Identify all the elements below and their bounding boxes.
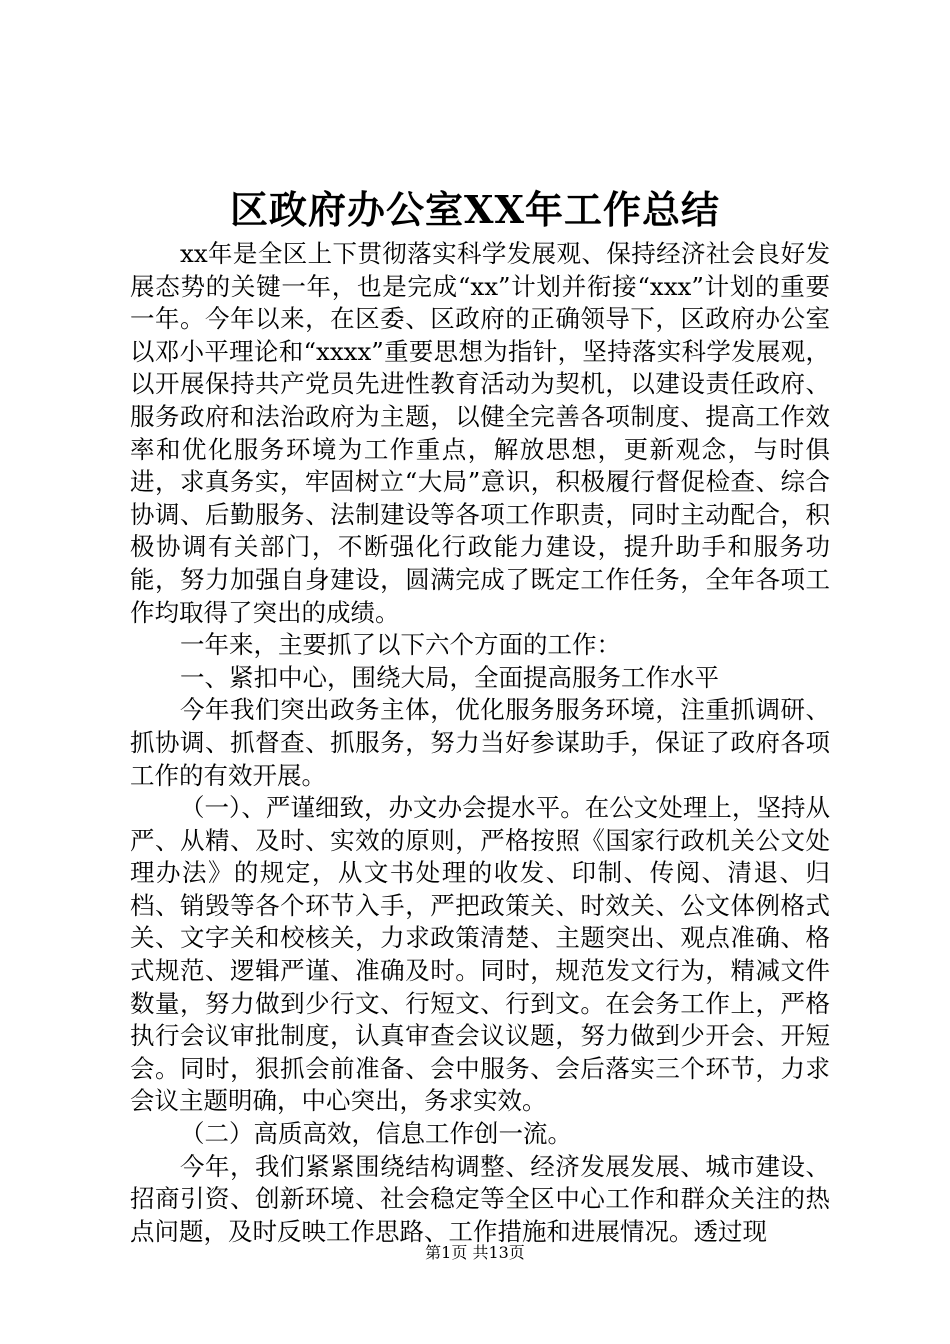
page-footer: 第1页 共13页 xyxy=(425,1243,525,1262)
section-heading: 一、紧扣中心，围绕大局，全面提高服务工作水平 xyxy=(180,662,719,692)
paragraph: 一年来，主要抓了以下六个方面的工作： xyxy=(180,630,621,660)
paragraph: xx年是全区上下贯彻落实科学发展观、保持经济社会良好发展态势的关键一年，也是完成“xx”计划并衔接“xxx”计划的重要一年。今年以来，在区委、区政府的正确领导下，区政府办公室以邓小平理论和“xxxx”重要思想为指针，坚持落实科学发展观，以开展保持共产党员先进性教育活动为契机，以建设责任政府、服务政府和法治政府为主题，以健全完善各项制度、提高工作效率和优化服务环境为工作重点，解放思想，更新观念，与时俱进，求真务实，牢固树立“大局”意识，积极履行督促检查、综合协调、后勤服务、法制建设等各项工作职责，同时主动配合，积极协调有关部门，不断强化行政能力建设，提升助手和服务功能，努力加强自身建设，圆满完成了既定工作任务，全年各项工作均取得了突出的成绩。 xyxy=(130,239,830,627)
subsection-heading: （二）高质高效，信息工作创一流。 xyxy=(180,1119,572,1149)
paragraph: （一）、严谨细致，办文办会提水平。在公文处理上，坚持从严、从精、及时、实效的原则，严格按照《国家行政机关公文处理办法》的规定，从文书处理的收发、印制、传阅、清退、归档、销毁等各个环节入手，严把政策关、时效关、公文体例格式关、文字关和校核关，力求政策清楚、主题突出、观点准确、格式规范、逻辑严谨、准确及时。同时，规范发文行为，精减文件数量，努力做到少行文、行短文、行到文。在会务工作上，严格执行会议审批制度，认真审查会议议题，努力做到少开会、开短会。同时，狠抓会前准备、会中服务、会后落实三个环节，力求会议主题明确，中心突出，务求实效。 xyxy=(130,793,830,1116)
document-title: 区政府办公室XX年工作总结 xyxy=(230,187,720,232)
document-body xyxy=(130,238,830,1248)
paragraph: 今年我们突出政务主体，优化服务服务环境，注重抓调研、抓协调、抓督查、抓服务，努力当好参谋助手，保证了政府各项工作的有效开展。 xyxy=(130,695,830,790)
paragraph: 今年，我们紧紧围绕结构调整、经济发展发展、城市建设、招商引资、创新环境、社会稳定等全区中心工作和群众关注的热点问题，及时反映工作思路、工作措施和进展情况。透过现 xyxy=(130,1151,830,1246)
